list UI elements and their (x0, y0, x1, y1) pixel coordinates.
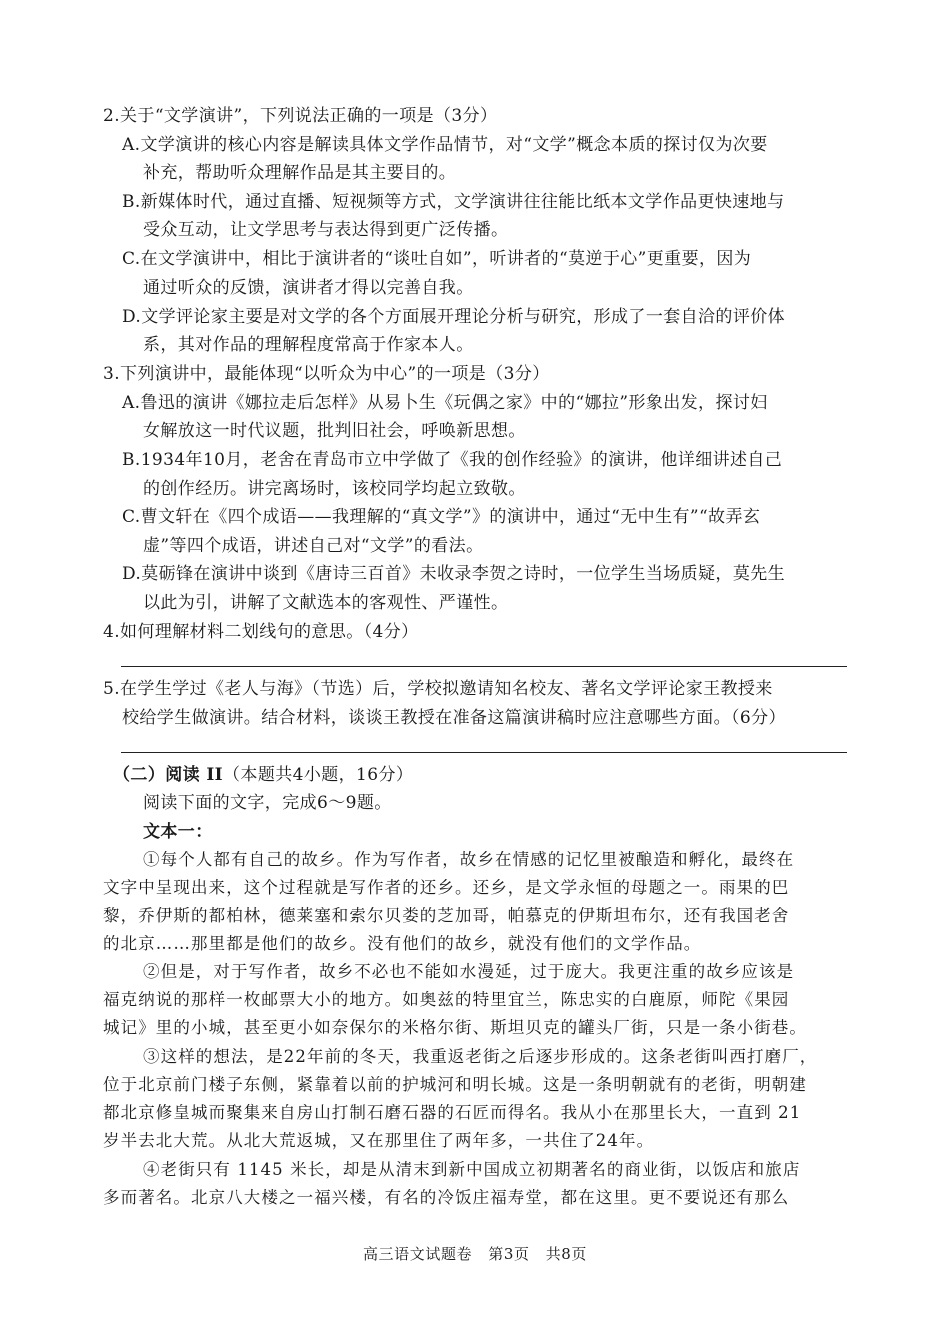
q2-stem: 2.关于“文学演讲”，下列说法正确的一项是（3分） (103, 106, 498, 126)
passage-p4-line2: 多而著名。北京八大楼之一福兴楼，有名的冷饭庄福寿堂，都在这里。更不要说还有那么 (103, 1188, 790, 1207)
passage-p2-line3: 城记》里的小城，甚至更小如奈保尔的米格尔街、斯坦贝克的罐头厂街，只是一条小街巷。 (103, 1018, 807, 1037)
q3-option-b: B.1934年10月，老舍在青岛市立中学做了《我的创作经验》的演讲，他详细讲述自己 (122, 450, 783, 470)
passage-p3-line2: 位于北京前门楼子东侧，紧靠着以前的护城河和明长城。这是一条明朝就有的老街，明朝建 (103, 1075, 807, 1094)
section-note: （本题共4小题，16分） (223, 765, 414, 785)
q2-option-a-cont: 补充，帮助听众理解作品是其主要目的。 (143, 163, 457, 183)
q4-answer-line (121, 666, 847, 667)
passage-p1-line1: ①每个人都有自己的故乡。作为写作者，故乡在情感的记忆里被酿造和孵化，最终在 (143, 850, 795, 869)
q3-option-a-cont: 女解放这一时代议题，批判旧社会，呼唤新思想。 (143, 421, 526, 441)
q3-option-d: D.莫砺锋在演讲中谈到《唐诗三百首》未收录李贺之诗时，一位学生当场质疑，莫先生 (122, 564, 786, 584)
passage-p1-line4: 的北京……那里都是他们的故乡。没有他们的故乡，就没有他们的文学作品。 (103, 934, 702, 953)
q2-option-c-cont: 通过听众的反馈，演讲者才得以完善自我。 (143, 278, 474, 298)
passage-p2-line1: ②但是，对于写作者，故乡不必也不能如水漫延，过于庞大。我更注重的故乡应该是 (143, 962, 795, 981)
q2-option-d-cont: 系，其对作品的理解程度常高于作家本人。 (143, 335, 474, 355)
q3-option-c: C.曹文轩在《四个成语——我理解的“真文学”》的演讲中，通过“无中生有”“故弄玄 (122, 507, 761, 527)
passage-p1-line2: 文字中呈现出来，这个过程就是写作者的还乡。还乡，是文学永恒的母题之一。雨果的巴 (103, 878, 790, 897)
q3-option-c-cont: 虚”等四个成语，讲述自己对“文学”的看法。 (143, 536, 484, 556)
passage-p4-line1: ④老街只有 1145 米长，却是从清末到新中国成立初期著名的商业街，以饭店和旅店 (143, 1160, 801, 1179)
q4-stem: 4.如何理解材料二划线句的意思。（4分） (103, 622, 419, 642)
q2-option-a: A.文学演讲的核心内容是解读具体文学作品情节，对“文学”概念本质的探讨仅为次要 (122, 135, 768, 155)
q3-stem: 3.下列演讲中，最能体现“以听众为中心”的一项是（3分） (103, 364, 550, 384)
q5-answer-line (121, 752, 847, 753)
section-title (113, 764, 413, 786)
q5-stem-cont: 校给学生做演讲。结合材料，谈谈王教授在准备这篇演讲稿时应注意哪些方面。（6分） (122, 708, 786, 728)
text-label: 文本一： (143, 822, 213, 842)
section-instruction: 阅读下面的文字，完成6～9题。 (143, 793, 392, 813)
q3-option-a: A.鲁迅的演讲《娜拉走后怎样》从易卜生《玩偶之家》中的“娜拉”形象出发，探讨妇 (122, 393, 768, 413)
passage-p3-line4: 岁半去北大荒。从北大荒返城，又在那里住了两年多，一共住了24年。 (103, 1131, 655, 1150)
q2-option-c: C.在文学演讲中，相比于演讲者的“谈吐自如”，听讲者的“莫逆于心”更重要，因为 (122, 249, 752, 269)
q3-option-d-cont: 以此为引，讲解了文献选本的客观性、严谨性。 (143, 593, 509, 613)
q3-option-b-cont: 的创作经历。讲完离场时，该校同学均起立致敬。 (143, 479, 526, 499)
passage-p3-line3: 都北京修皇城而聚集来自房山打制石磨石器的石匠而得名。我从小在那里长大，一直到 21 (103, 1103, 802, 1122)
q2-option-d: D.文学评论家主要是对文学的各个方面展开理论分析与研究，形成了一套自洽的评价体 (122, 307, 786, 327)
passage-p2-line2: 福克纳说的那样一枚邮票大小的地方。如奥兹的特里宜兰，陈忠实的白鹿原，师陀《果园 (103, 990, 790, 1009)
passage-p3-line1: ③这样的想法，是22年前的冬天，我重返老街之后逐步形成的。这条老街叫西打磨厂， (143, 1047, 818, 1066)
passage-p1-line3: 黎，乔伊斯的都柏林，德莱塞和索尔贝娄的芝加哥，帕慕克的伊斯坦布尔，还有我国老舍 (103, 906, 790, 925)
section-title-text: （二）阅读 II (113, 765, 224, 785)
q5-stem: 5.在学生学过《老人与海》（节选）后，学校拟邀请知名校友、著名文学评论家王教授来 (103, 679, 773, 699)
q2-option-b-cont: 受众互动，让文学思考与表达得到更广泛传播。 (143, 220, 509, 240)
q2-option-b: B.新媒体时代，通过直播、短视频等方式，文学演讲往往能比纸本文学作品更快速地与 (122, 192, 785, 212)
page-footer: 高三语文试题卷 第3页 共8页 (362, 1245, 588, 1263)
